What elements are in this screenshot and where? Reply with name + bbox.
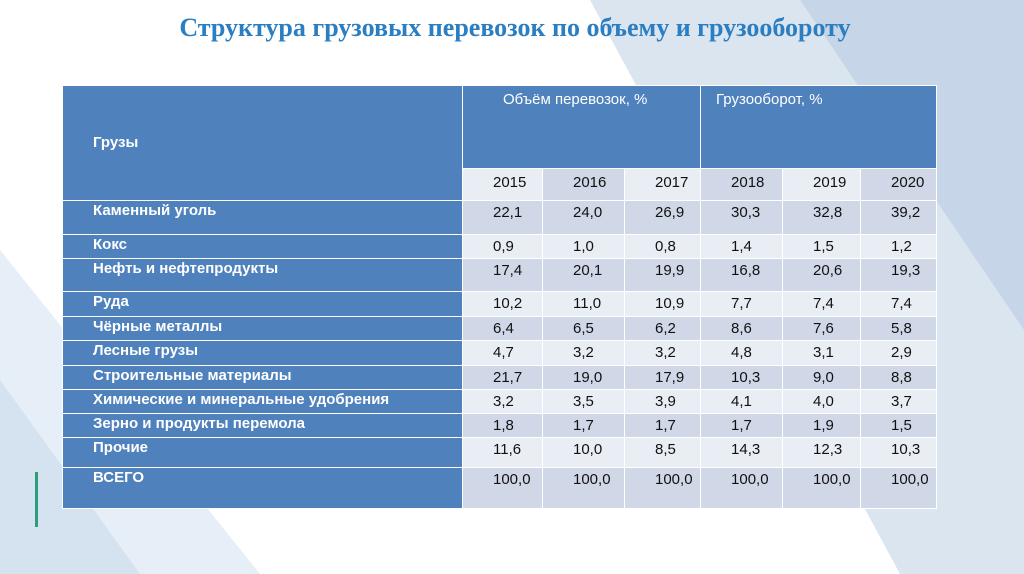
value-cell: 7,4 <box>861 292 937 317</box>
value-cell: 17,4 <box>463 259 543 292</box>
value-cell: 10,3 <box>861 438 937 468</box>
value-cell: 21,7 <box>463 366 543 390</box>
value-cell: 17,9 <box>625 366 701 390</box>
value-cell: 3,2 <box>625 341 701 366</box>
cargo-table <box>62 85 937 509</box>
value-cell: 1,7 <box>625 414 701 438</box>
value-cell: 5,8 <box>861 317 937 341</box>
table-row <box>63 468 937 509</box>
value-cell: 100,0 <box>625 468 701 509</box>
table-row <box>63 259 937 292</box>
header-year: 2017 <box>625 169 701 201</box>
cargo-name-cell: Зерно и продукты перемола <box>63 414 463 438</box>
value-cell: 10,9 <box>625 292 701 317</box>
value-cell: 1,8 <box>463 414 543 438</box>
cargo-name-cell: Прочие <box>63 438 463 468</box>
value-cell: 6,4 <box>463 317 543 341</box>
header-turnover-group: Грузооборот, % <box>701 86 937 169</box>
value-cell: 8,6 <box>701 317 783 341</box>
value-cell: 20,1 <box>543 259 625 292</box>
value-cell: 19,9 <box>625 259 701 292</box>
value-cell: 7,7 <box>701 292 783 317</box>
accent-line <box>35 472 38 527</box>
cargo-name-cell: Кокс <box>63 235 463 259</box>
value-cell: 16,8 <box>701 259 783 292</box>
value-cell: 11,0 <box>543 292 625 317</box>
value-cell: 100,0 <box>543 468 625 509</box>
table-row <box>63 201 937 235</box>
value-cell: 1,5 <box>861 414 937 438</box>
value-cell: 10,2 <box>463 292 543 317</box>
value-cell: 22,1 <box>463 201 543 235</box>
value-cell: 12,3 <box>783 438 861 468</box>
table-row <box>63 317 937 341</box>
cargo-name-cell: Лесные грузы <box>63 341 463 366</box>
value-cell: 1,2 <box>861 235 937 259</box>
header-year: 2015 <box>463 169 543 201</box>
value-cell: 3,5 <box>543 390 625 414</box>
value-cell: 11,6 <box>463 438 543 468</box>
value-cell: 3,1 <box>783 341 861 366</box>
value-cell: 24,0 <box>543 201 625 235</box>
value-cell: 7,4 <box>783 292 861 317</box>
value-cell: 9,0 <box>783 366 861 390</box>
value-cell: 6,2 <box>625 317 701 341</box>
value-cell: 3,9 <box>625 390 701 414</box>
cargo-name-cell: Каменный уголь <box>63 201 463 235</box>
header-volume-group: Объём перевозок, % <box>463 86 701 169</box>
value-cell: 3,7 <box>861 390 937 414</box>
value-cell: 8,8 <box>861 366 937 390</box>
header-year: 2018 <box>701 169 783 201</box>
value-cell: 1,9 <box>783 414 861 438</box>
value-cell: 1,4 <box>701 235 783 259</box>
value-cell: 26,9 <box>625 201 701 235</box>
value-cell: 19,3 <box>861 259 937 292</box>
header-cargo-label: Грузы <box>63 86 463 201</box>
cargo-name-cell: Руда <box>63 292 463 317</box>
value-cell: 7,6 <box>783 317 861 341</box>
cargo-name-cell: ВСЕГО <box>63 468 463 509</box>
value-cell: 1,5 <box>783 235 861 259</box>
value-cell: 100,0 <box>861 468 937 509</box>
cargo-name-cell: Химические и минеральные удобрения <box>63 390 463 414</box>
table-group-header-row <box>63 86 937 169</box>
table-row <box>63 292 937 317</box>
value-cell: 20,6 <box>783 259 861 292</box>
value-cell: 10,0 <box>543 438 625 468</box>
cargo-name-cell: Нефть и нефтепродукты <box>63 259 463 292</box>
value-cell: 1,0 <box>543 235 625 259</box>
table-row <box>63 341 937 366</box>
value-cell: 4,1 <box>701 390 783 414</box>
value-cell: 19,0 <box>543 366 625 390</box>
table-row <box>63 235 937 259</box>
value-cell: 30,3 <box>701 201 783 235</box>
cargo-name-cell: Строительные материалы <box>63 366 463 390</box>
table-row <box>63 438 937 468</box>
cargo-name-cell: Чёрные металлы <box>63 317 463 341</box>
value-cell: 39,2 <box>861 201 937 235</box>
value-cell: 100,0 <box>701 468 783 509</box>
value-cell: 3,2 <box>463 390 543 414</box>
table-row <box>63 366 937 390</box>
value-cell: 1,7 <box>701 414 783 438</box>
value-cell: 10,3 <box>701 366 783 390</box>
value-cell: 4,8 <box>701 341 783 366</box>
value-cell: 2,9 <box>861 341 937 366</box>
value-cell: 32,8 <box>783 201 861 235</box>
value-cell: 14,3 <box>701 438 783 468</box>
value-cell: 1,7 <box>543 414 625 438</box>
value-cell: 0,9 <box>463 235 543 259</box>
value-cell: 6,5 <box>543 317 625 341</box>
table-row <box>63 414 937 438</box>
value-cell: 4,7 <box>463 341 543 366</box>
table-row <box>63 390 937 414</box>
value-cell: 100,0 <box>463 468 543 509</box>
header-year: 2020 <box>861 169 937 201</box>
header-year: 2019 <box>783 169 861 201</box>
value-cell: 8,5 <box>625 438 701 468</box>
slide-title: Структура грузовых перевозок по объему и грузообороту <box>179 13 851 42</box>
value-cell: 3,2 <box>543 341 625 366</box>
value-cell: 0,8 <box>625 235 701 259</box>
header-year: 2016 <box>543 169 625 201</box>
value-cell: 100,0 <box>783 468 861 509</box>
value-cell: 4,0 <box>783 390 861 414</box>
